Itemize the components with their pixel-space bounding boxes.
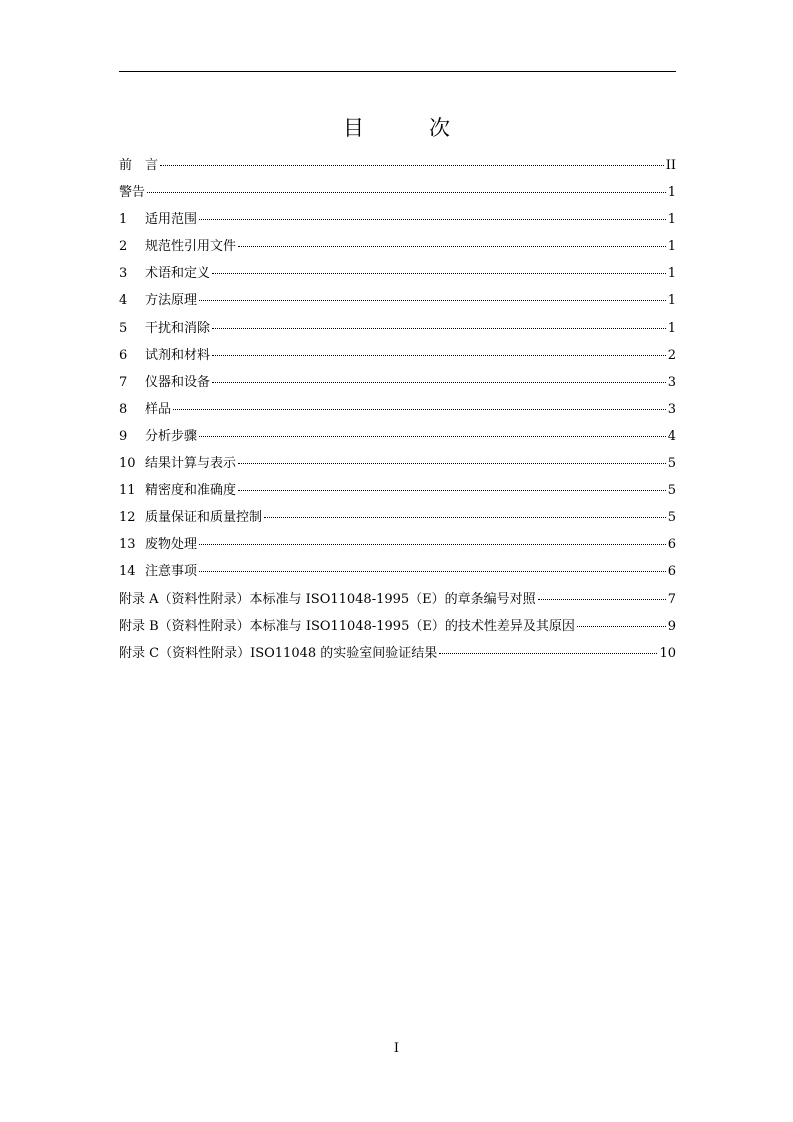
toc-entry-label: 结果计算与表示: [145, 456, 237, 472]
toc-entry[interactable]: [119, 210, 676, 237]
toc-entry[interactable]: [119, 562, 676, 589]
toc-entry-page: 9: [667, 618, 676, 634]
toc-dot-leader: [199, 571, 666, 572]
toc-entry-label: 附录 C（资料性附录）ISO11048 的实验室间验证结果: [119, 645, 438, 661]
toc-entry[interactable]: [119, 373, 676, 400]
toc-entry-page: 5: [667, 456, 676, 472]
toc-entry-page: 5: [667, 510, 676, 526]
toc-entry-number: 14: [119, 564, 136, 580]
toc-entry[interactable]: [119, 237, 676, 264]
toc-dot-leader: [238, 490, 666, 491]
toc-entry-label: 警告: [119, 185, 146, 201]
toc-entry[interactable]: [119, 535, 676, 562]
toc-entry[interactable]: [119, 319, 676, 346]
toc-entry-number: 6: [119, 347, 128, 363]
toc-entry-page: 1: [667, 293, 676, 309]
toc-entry-label: 前 言: [119, 158, 159, 173]
toc-entry-page: 3: [667, 374, 676, 390]
toc-entry-label: 废物处理: [145, 537, 198, 553]
toc-dot-leader: [238, 246, 666, 247]
toc-dot-leader: [147, 192, 666, 193]
toc-entry[interactable]: [119, 400, 676, 427]
toc-entry[interactable]: [119, 508, 676, 535]
toc-entry-label: 规范性引用文件: [145, 239, 237, 255]
toc-entry-page: 2: [667, 347, 676, 363]
toc-entry-number: 9: [119, 428, 128, 444]
toc-entry-number: 5: [119, 320, 128, 336]
toc-dot-leader: [238, 463, 666, 464]
table-of-contents: [119, 156, 676, 671]
toc-entry-label: 术语和定义: [145, 266, 211, 282]
toc-entry-page: 6: [667, 564, 676, 580]
toc-dot-leader: [264, 517, 666, 518]
toc-entry-number: 7: [119, 374, 128, 390]
toc-entry-number: 4: [119, 293, 128, 309]
toc-entry[interactable]: [119, 454, 676, 481]
toc-dot-leader: [199, 436, 666, 437]
toc-entry-label: 样品: [145, 401, 172, 417]
toc-entry-number: 8: [119, 401, 128, 417]
toc-dot-leader: [212, 355, 666, 356]
toc-entry-page: 3: [667, 401, 676, 417]
toc-entry-number: 3: [119, 266, 128, 282]
toc-dot-leader: [199, 544, 666, 545]
toc-dot-leader: [212, 273, 666, 274]
toc-entry[interactable]: [119, 156, 676, 183]
toc-dot-leader: [160, 165, 664, 166]
toc-entry-number: 13: [119, 537, 136, 553]
toc-entry[interactable]: [119, 481, 676, 508]
toc-entry-label: 附录 B（资料性附录）本标准与 ISO11048-1995（E）的技术性差异及其原因: [119, 618, 575, 634]
toc-entry[interactable]: [119, 617, 676, 644]
toc-entry-page: 5: [667, 483, 676, 499]
toc-entry-label: 质量保证和质量控制: [145, 510, 263, 526]
toc-entry[interactable]: [119, 264, 676, 291]
toc-entry[interactable]: [119, 427, 676, 454]
toc-entry[interactable]: [119, 346, 676, 373]
toc-entry-page: 1: [667, 266, 676, 282]
toc-entry-number: 2: [119, 239, 128, 255]
toc-entry-label: 试剂和材料: [145, 347, 211, 363]
toc-entry-number: 12: [119, 510, 136, 526]
toc-dot-leader: [199, 219, 666, 220]
toc-dot-leader: [538, 599, 666, 600]
toc-entry-page: 1: [667, 239, 676, 255]
toc-entry-label: 方法原理: [145, 293, 198, 309]
toc-entry-page: 7: [667, 591, 676, 607]
toc-entry-page: 6: [667, 537, 676, 553]
toc-entry-label: 适用范围: [145, 212, 198, 228]
toc-entry-label: 仪器和设备: [145, 374, 211, 390]
toc-entry-page: 1: [667, 185, 676, 201]
toc-entry-label: 精密度和准确度: [145, 483, 237, 499]
toc-entry[interactable]: [119, 291, 676, 318]
toc-dot-leader: [212, 328, 666, 329]
toc-dot-leader: [577, 626, 666, 627]
toc-entry-page: 10: [659, 645, 676, 661]
toc-dot-leader: [212, 382, 666, 383]
toc-entry-label: 分析步骤: [145, 428, 198, 444]
toc-dot-leader: [173, 409, 666, 410]
toc-entry[interactable]: [119, 183, 676, 210]
toc-entry-number: 10: [119, 456, 136, 472]
toc-entry-page: II: [665, 158, 676, 173]
toc-entry-page: 1: [667, 320, 676, 336]
toc-entry-page: 4: [667, 428, 676, 444]
toc-entry-number: 1: [119, 212, 128, 228]
header-rule: [119, 71, 676, 72]
page-title: 目 次: [343, 116, 472, 140]
toc-dot-leader: [439, 653, 657, 654]
toc-entry-label: 干扰和消除: [145, 320, 211, 336]
page-number: I: [393, 1041, 400, 1056]
toc-entry-number: 11: [119, 483, 136, 499]
toc-entry[interactable]: [119, 590, 676, 617]
toc-dot-leader: [199, 300, 666, 301]
toc-entry-label: 注意事项: [145, 564, 198, 580]
toc-entry[interactable]: [119, 644, 676, 671]
toc-entry-page: 1: [667, 212, 676, 228]
toc-entry-label: 附录 A（资料性附录）本标准与 ISO11048-1995（E）的章条编号对照: [119, 591, 536, 607]
